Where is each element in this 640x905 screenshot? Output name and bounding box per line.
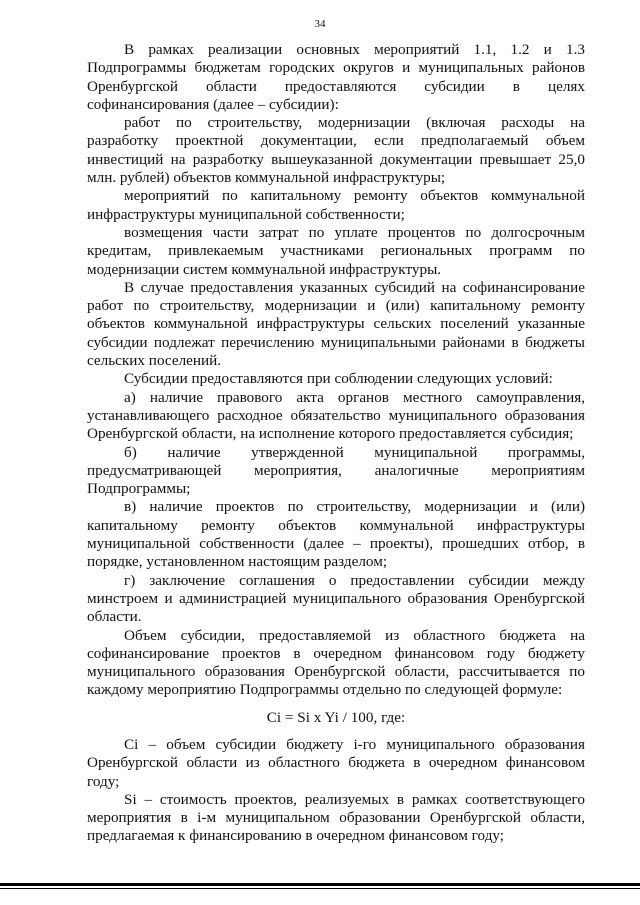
paragraph-capital-repair: мероприятий по капитальному ремонту объектов коммунальной инфраструктуры муниципальной собственности;: [87, 187, 585, 223]
page-number: 34: [314, 18, 326, 30]
paragraph-intro: В рамках реализации основных мероприятий 1.1, 1.2 и 1.3 Подпрограммы бюджетам городских округов и муниципальных районов Оренбургской области предоставляются субсидии в целях софинансирования (далее – субсидии):: [87, 41, 585, 113]
paragraph-condition-d: г) заключение соглашения о предоставлении субсидии между минстроем и администрацией муниципального образования Оренбургской области.: [87, 571, 585, 626]
paragraph-condition-a: а) наличие правового акта органов местного самоуправления, устанавливающего расходное обязательство муниципального образования Оренбургской области, на исполнение которого предоставляется субсидия;: [87, 388, 585, 443]
definition-si: Si – стоимость проектов, реализуемых в рамках соответствующего мероприятия в i-м муниципальном образовании Оренбургской области, предлагаемая к финансированию в очередном финансовом году;: [87, 790, 585, 845]
footer-rule-thin: [0, 888, 640, 889]
formula: Ci = Si x Yi / 100, где:: [266, 708, 406, 726]
definition-ci: Ci – объем субсидии бюджету i-го муниципального образования Оренбургской области из областного бюджета в очередном финансовом году;: [87, 735, 585, 790]
paragraph-interest-compensation: возмещения части затрат по уплате процентов по долгосрочным кредитам, привлекаемым участниками региональных программ по модернизации систем коммунальной инфраструктуры.: [87, 223, 585, 278]
paragraph-condition-c: в) наличие проектов по строительству, модернизации и (или) капитальному ремонту объектов коммунальной инфраструктуры муниципальной собственности (далее – проекты), прошедших отбор, в порядке, установленном настоящим разделом;: [87, 498, 585, 571]
paragraph-condition-b: б) наличие утвержденной муниципальной программы, предусматривающей мероприятия, аналогичные мероприятиям Подпрограммы;: [87, 443, 585, 498]
document-body: [87, 41, 585, 846]
paragraph-conditions-heading: Субсидии предоставляются при соблюдении следующих условий:: [124, 370, 553, 388]
paragraph-construction-works: работ по строительству, модернизации (включая расходы на разработку проектной документации, если предполагаемый объем инвестиций на разработку вышеуказанной документации превышает 25,0 млн. рублей) объектов коммунальной инфраструктуры;: [87, 114, 585, 187]
paragraph-rural-settlements: В случае предоставления указанных субсидий на софинансирование работ по строительству, модернизации и (или) капитальному ремонту объектов коммунальной инфраструктуры сельских поселений указанные субсидии подлежат перечислению муниципальными районами в бюджеты сельских поселений.: [87, 278, 585, 370]
footer-rule-thick: [0, 883, 640, 886]
paragraph-subsidy-volume: Объем субсидии, предоставляемой из областного бюджета на софинансирование проектов в очередном финансовом году бюджету муниципального образования Оренбургской области, рассчитывается по каждому мероприятию Подпрограммы отдельно по следующей формуле:: [87, 626, 585, 699]
